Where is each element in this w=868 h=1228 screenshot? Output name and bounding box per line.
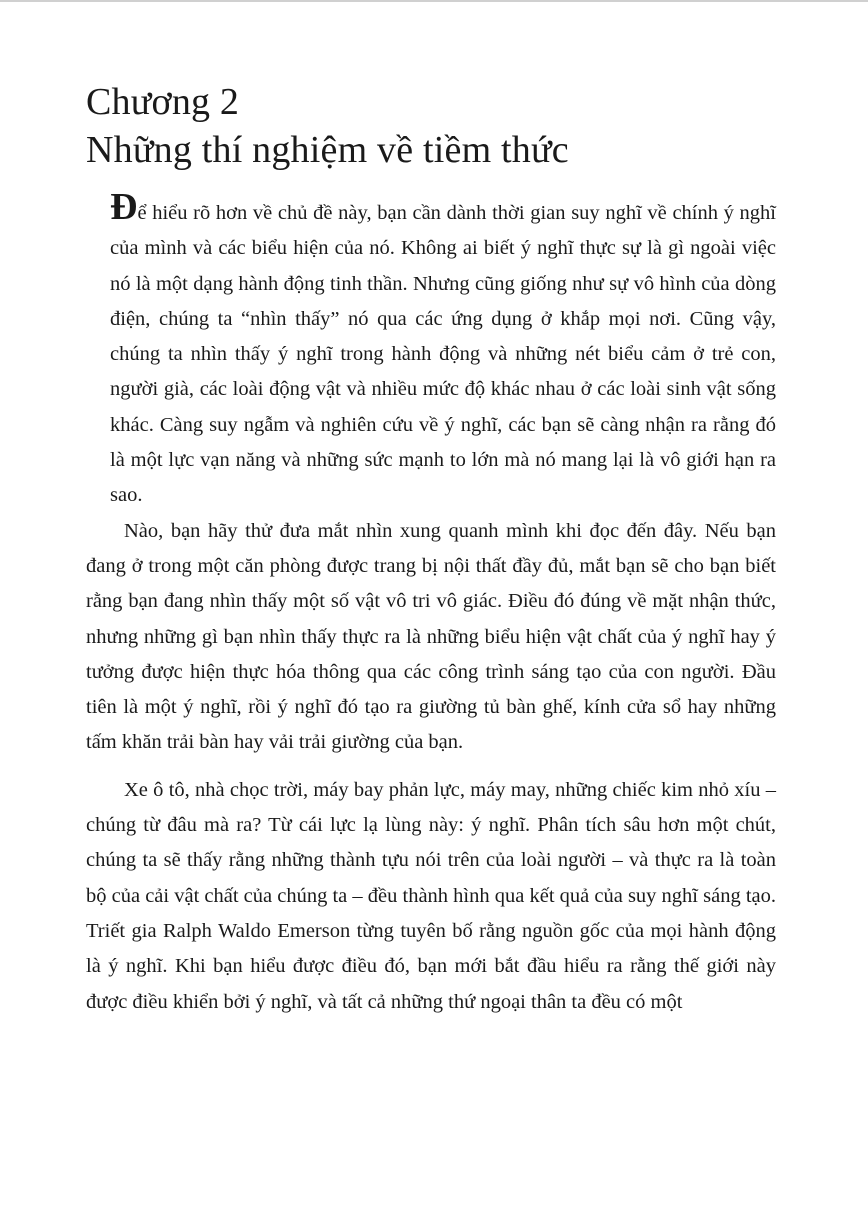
chapter-title: Những thí nghiệm về tiềm thức [86,129,569,171]
page-top-border [0,0,868,2]
paragraph-spacer [86,761,776,773]
drop-cap: Đ [110,186,138,228]
paragraph-2: Nào, bạn hãy thử đưa mắt nhìn xung quanh mình khi đọc đến đây. Nếu bạn đang ở trong một căn phòng được trang bị nội thất đầy đủ, mắt bạn sẽ cho bạn biết rằng bạn đang nhìn thấy một số vật vô tri vô giác. Điều đó đúng về mặt nhận thức, nhưng những gì bạn nhìn thấy thực ra là những biểu hiện vật chất của ý nghĩ hay ý tưởng được hiện thực hóa thông qua các công trình sáng tạo của con người. Đầu tiên là một ý nghĩ, rồi ý nghĩ đó tạo ra giường tủ bàn ghế, kính cửa sổ hay những tấm khăn trải bàn hay vải trải giường của bạn. [86,519,776,754]
chapter-number: Chương 2 [86,81,240,123]
paragraph-1 [86,186,776,514]
book-page [86,78,776,1020]
paragraph-1-text: ể hiểu rõ hơn về chủ đề này, bạn cần dành thời gian suy nghĩ về chính ý nghĩ của mình và các biểu hiện của nó. Không ai biết ý nghĩ thực sự là gì ngoài việc nó là một dạng hành động tinh thần. Nhưng cũng giống như sự vô hình của dòng điện, chúng ta “nhìn thấy” nó qua các ứng dụng ở khắp mọi nơi. Cũng vậy, chúng ta nhìn thấy ý nghĩ trong hành động và những nét biểu cảm ở trẻ con, người già, các loài động vật và nhiều mức độ khác nhau ở các loài sinh vật sống khác. Càng suy ngẫm và nghiên cứu về ý nghĩ, các bạn sẽ càng nhận ra rằng đó là một lực vạn năng và những sức mạnh to lớn mà nó mang lại là vô giới hạn ra sao. [110,202,776,507]
paragraph-3: Xe ô tô, nhà chọc trời, máy bay phản lực, máy may, những chiếc kim nhỏ xíu – chúng từ đâu mà ra? Từ cái lực lạ lùng này: ý nghĩ. Phân tích sâu hơn một chút, chúng ta sẽ thấy rằng những thành tựu nói trên của loài người – và thực ra là toàn bộ của cải vật chất của chúng ta – đều thành hình qua kết quả của suy nghĩ sáng tạo. Triết gia Ralph Waldo Emerson từng tuyên bố rằng nguồn gốc của mọi hành động là ý nghĩ. Khi bạn hiểu được điều đó, bạn mới bắt đầu hiểu ra rằng thế giới này được điều khiển bởi ý nghĩ, và tất cả những thứ ngoại thân ta đều có một [86,778,776,1013]
